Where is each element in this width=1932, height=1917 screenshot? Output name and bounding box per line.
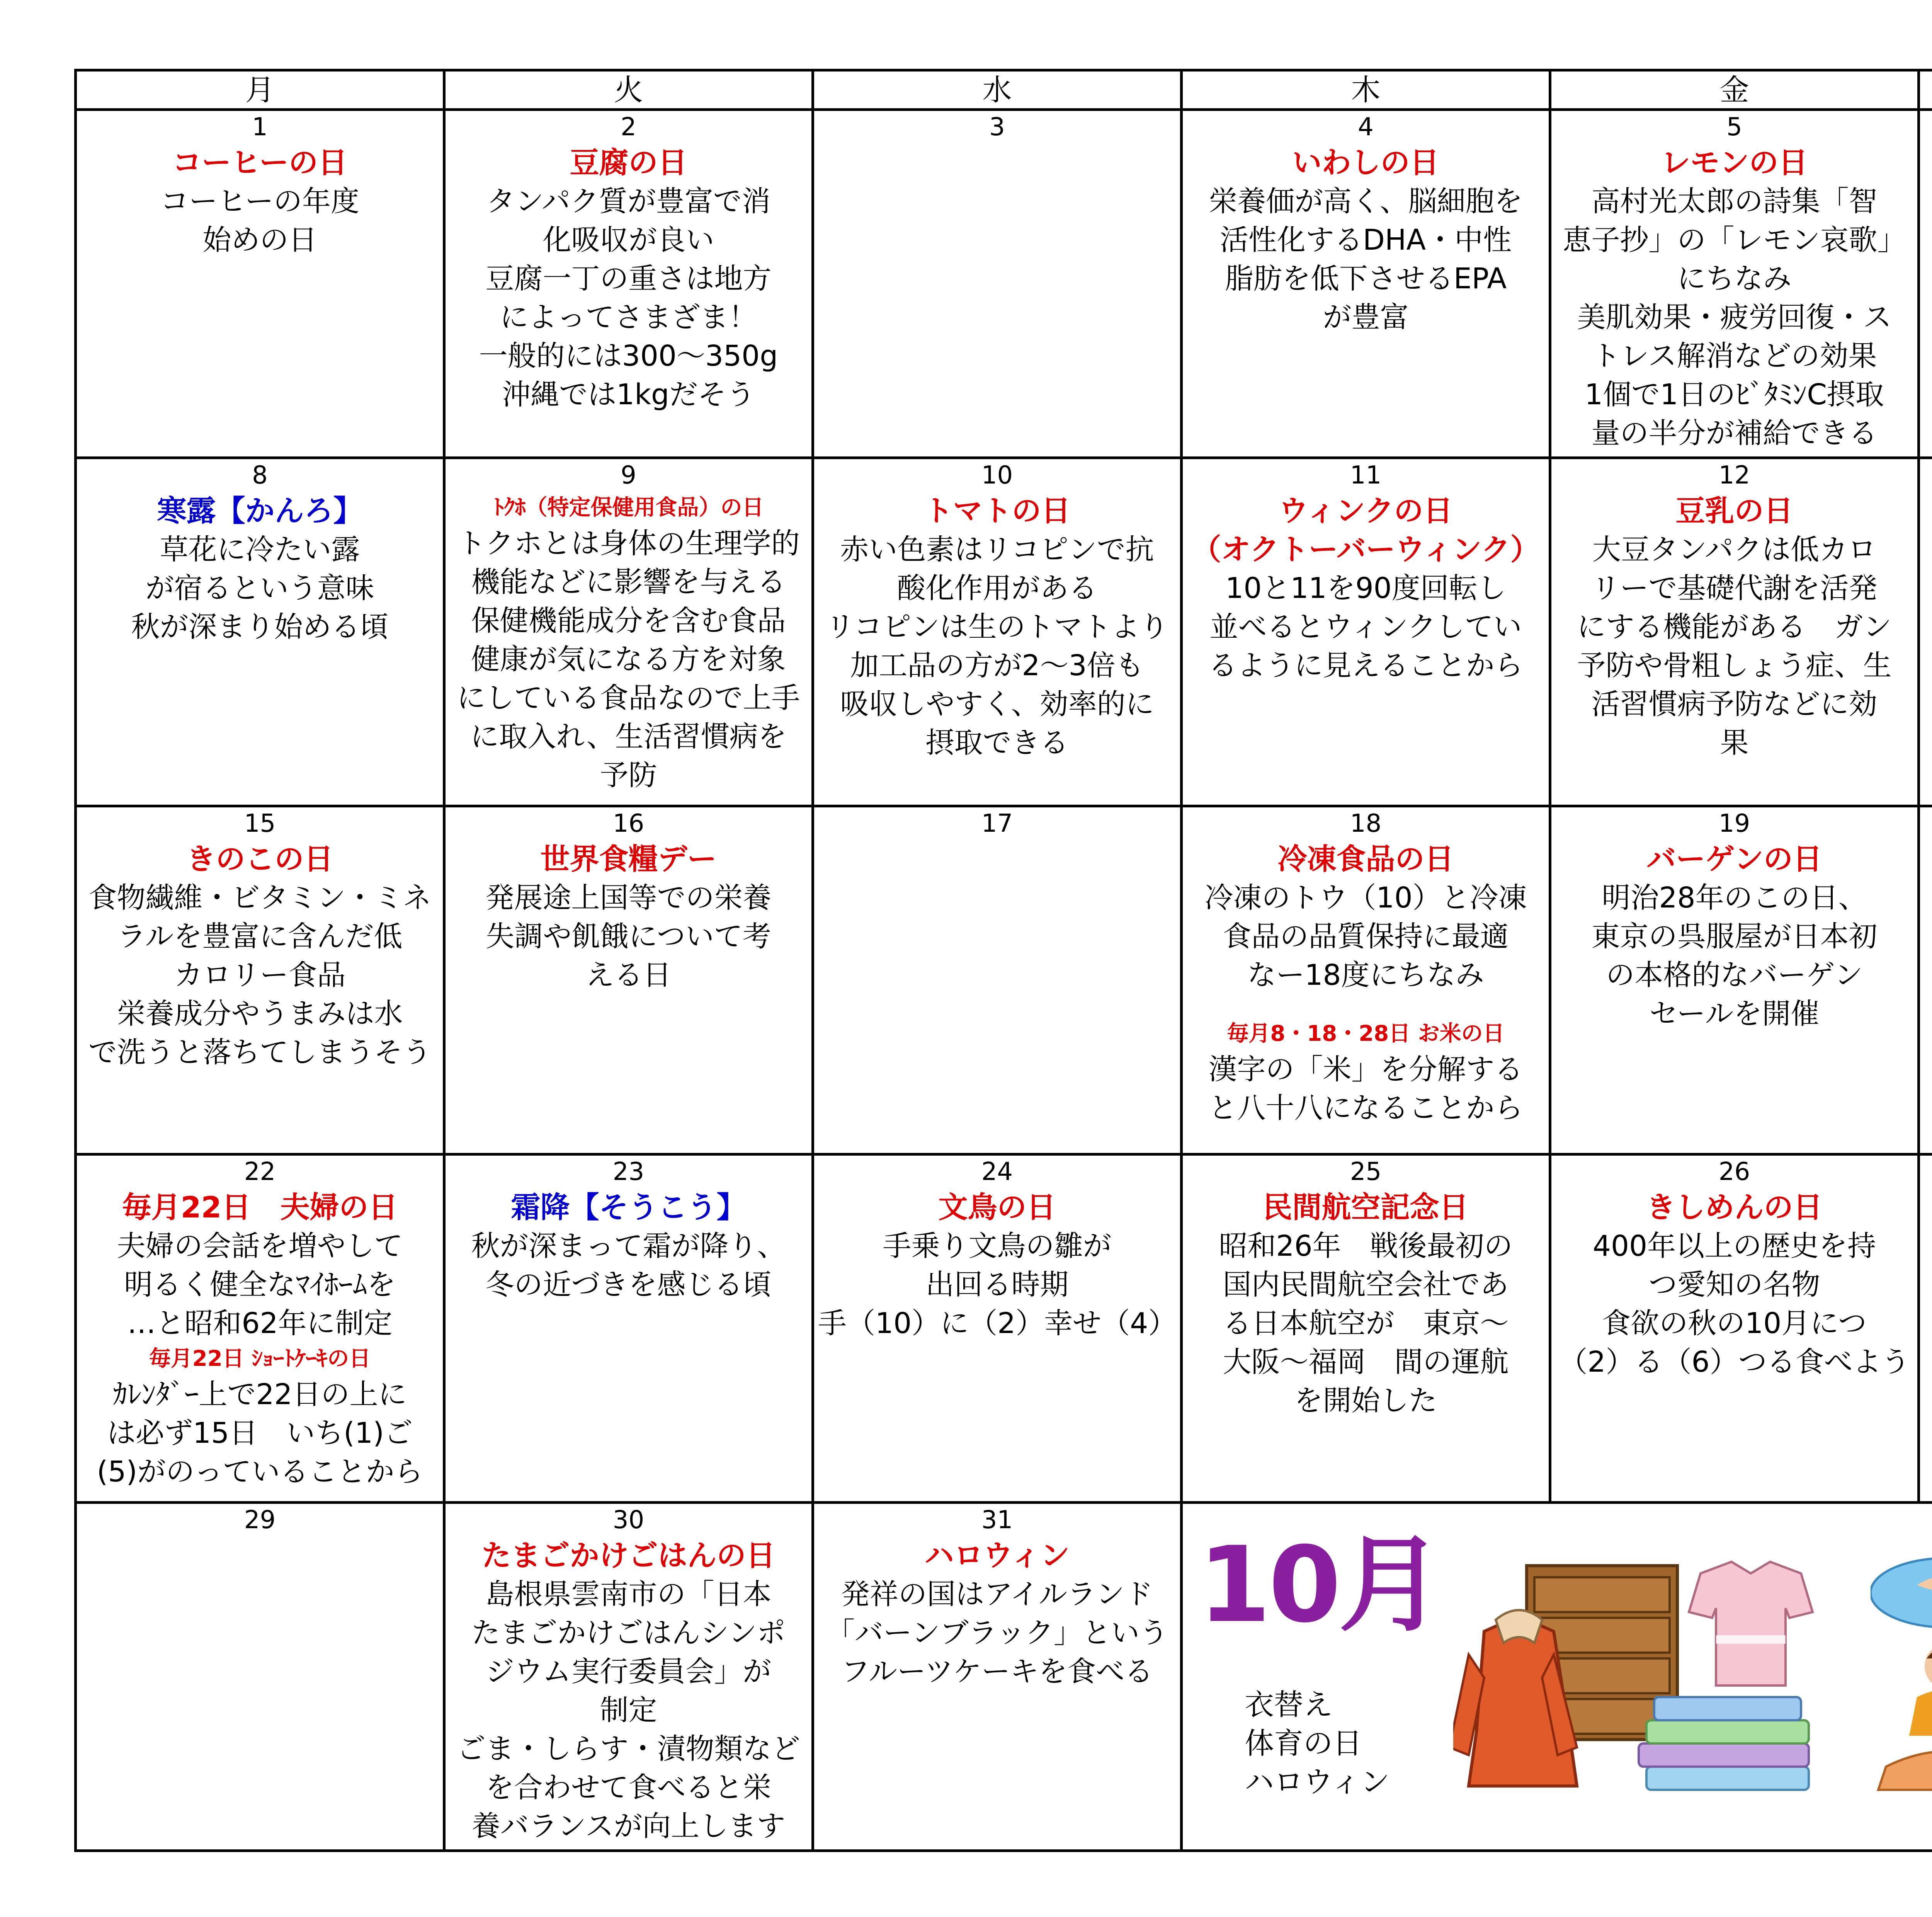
day-event [1551,143,1917,453]
event-title: 文鳥の日 [938,1190,1056,1224]
day-cell [1919,458,1932,806]
day-number: 22 [244,1158,276,1186]
day-cell [1919,1154,1932,1503]
event-title: いわしの日 [1292,145,1439,180]
event-description-line: 手乗り文鳥の雛が [883,1229,1112,1263]
event-description-line: 東京の呉服屋が日本初 [1591,920,1878,953]
event-title: ﾄｸﾎ（特定保健用食品）の日 [493,495,764,520]
event-description-line: 機能などに影響を与える [471,565,786,599]
event-description-line: 豆腐一丁の重さは地方 [485,262,772,295]
event-description-line [1924,747,1932,785]
event-description-line: るように見えることから [1208,649,1523,682]
event-description-line [1924,1343,1932,1381]
event-description-line: 明治28年のこの日、 [1602,881,1867,914]
day-event [446,1536,811,1845]
event-description-line: 果 [1720,726,1749,759]
event-description-line: 手（10）に（2）幸せ（4） [818,1307,1177,1340]
event-description-line: 冷凍のトウ（10）と冷凍 [1204,881,1527,914]
event-description-line [1924,1265,1932,1304]
day-event [77,840,443,1072]
day-cell [1182,458,1550,806]
day-event [1183,1188,1549,1420]
event-description-line: を合わせて食べると栄 [485,1771,772,1804]
event-description-line: 予防や骨粗しょう症、生 [1577,649,1892,682]
day-number: 29 [244,1506,276,1534]
day-number [1920,1156,1932,1188]
month-title: 10月 [1198,1524,1441,1646]
event-description-line: 失調や飢餓について考 [486,920,771,953]
day-number: 2 [621,113,636,141]
event-title: 豆乳の日 [1675,494,1793,528]
day-number: 11 [1350,461,1382,490]
event-description-line: 制定 [600,1694,657,1727]
event-description-line: る日本航空が 東京～ [1223,1307,1509,1340]
event-description-line: 摂取できる [925,726,1069,759]
event-description-line: によってさまざま！ [500,301,757,334]
event-title [1920,592,1932,631]
sports-illustration [1871,1519,1932,1813]
event-description-line: ラルを豊富に含んだ低 [117,920,403,953]
month-note: 衣替え [1245,1687,1333,1722]
event-description-line: 美肌効果・疲労回復・ス [1577,301,1892,334]
day-cell [76,1503,444,1851]
weekday-header: 月 [76,70,444,110]
event-title: ハロウィン [924,1538,1070,1573]
event-description-line: 秋が深まり始める頃 [131,610,389,644]
day-number: 15 [244,809,276,838]
event-description-line: 栄養価が高く、脳細胞を [1209,185,1523,218]
day-number: 16 [612,809,645,838]
event-description-line: ごま・しらす・漬物類など [457,1732,800,1765]
day-cell [813,1503,1182,1851]
event-description-line: の本格的なバーゲン [1606,958,1863,992]
month-note: 体育の日 [1245,1726,1362,1760]
event-description-line: 活習慣病予防などに効 [1591,688,1878,721]
day-event [1920,530,1932,569]
weekday-header: 金 [1550,70,1919,110]
event-description-line: 食欲の秋の10月につ [1602,1307,1867,1340]
day-cell [76,1154,444,1503]
day-event [814,1536,1180,1691]
event-description-line: 発展途上国等での栄養 [485,881,772,914]
event-description-line: 吸収しやすく、効率的に [840,688,1154,721]
event-title: きのこの日 [186,842,333,876]
day-event [1183,530,1549,685]
event-description-line: 栄養成分やうまみは水 [117,997,403,1030]
week-row [76,458,1932,806]
event-description-line [1924,708,1932,747]
day-cell [76,458,444,806]
event-description-line: 漢字の「米」を分解する [1208,1053,1523,1086]
weekday-header-row [76,70,1932,110]
event-title: 世界食糧デー [540,842,717,876]
event-description-line: が宿るという意味 [145,572,374,605]
day-event [1920,592,1932,785]
event-description-line: 夫婦の会話を増やして [117,1229,403,1263]
day-cell [813,806,1182,1154]
day-number: 17 [981,809,1013,838]
event-description-line: セールを開催 [1649,997,1820,1030]
day-number: 19 [1718,809,1750,838]
event-description-line: 発祥の国はアイルランド [841,1578,1153,1611]
day-number: 3 [989,113,1005,141]
week-row [76,1154,1932,1503]
day-cell [1182,806,1550,1154]
event-description-line: 養バランスが向上します [471,1810,786,1843]
day-number: 1 [252,113,268,141]
event-title: きしめんの日 [1646,1190,1823,1224]
event-description-line: 大阪～福岡 間の運航 [1223,1345,1509,1379]
event-description-line: 1個で1日のﾋﾞﾀﾐﾝC摂取 [1585,378,1884,411]
event-description-line: にちなみ [1677,262,1792,295]
event-description-line: 秋が深まって霜が降り、 [471,1229,786,1263]
event-description-line: と八十八になることから [1208,1091,1523,1125]
day-event [814,1188,1180,1343]
day-event [77,492,443,646]
event-description-line: 食品の品質保持に最適 [1223,920,1509,953]
day-event [1183,143,1549,337]
event-description-line: ジウム実行委員会」が [485,1655,772,1688]
day-event [77,143,443,259]
weekday-header: 木 [1182,70,1550,110]
day-cell [444,458,813,806]
event-description-line: 400年以上の歴史を持 [1592,1229,1876,1263]
spacer [1920,569,1932,592]
event-description-line: つ愛知の名物 [1648,1268,1820,1301]
day-event [1183,840,1549,994]
day-number: 24 [981,1158,1013,1186]
day-number: 9 [621,461,636,490]
event-description-line: 量の半分が補給できる [1591,417,1878,450]
day-cell [444,1503,813,1851]
day-number: 8 [252,461,268,490]
event-description-line: 大豆タンパクは低カロ [1592,533,1876,566]
day-cell [1550,458,1919,806]
event-title: 霜降【そうこう】 [511,1190,746,1224]
event-title: レモンの日 [1661,145,1808,180]
event-description-line: にしている食品なので上手 [457,681,800,715]
event-description-line: 出回る時期 [925,1268,1069,1301]
event-description-line: が豊富 [1323,301,1409,334]
event-description-line: トレス解消などの効果 [1592,339,1877,373]
day-cell [813,110,1182,458]
event-description-line: …と昭和62年に制定 [127,1307,393,1340]
day-event [1551,492,1917,762]
event-description-line: 草花に冷たい露 [160,533,360,566]
calendar-table [74,69,1932,1852]
event-description-line: で洗うと落ちてしまうそう [88,1036,432,1069]
event-description-line: タンパク質が豊富で消 [486,185,770,218]
day-cell [1182,110,1550,458]
event-description-line: リコピンは生のトマトより [826,610,1168,644]
event-description-line [1924,631,1932,669]
event-description-line: 始めの日 [202,223,317,257]
day-number: 10 [981,461,1013,490]
weekday-header: 水 [813,70,1182,110]
event-description-line: 昭和26年 戦後最初の [1219,1229,1513,1263]
event-description-line: える日 [585,958,672,992]
day-number: 18 [1350,809,1382,838]
day-number: 30 [612,1506,645,1534]
event-description-line: 国内民間航空会社であ [1223,1268,1509,1301]
event-description-line: フルーツケーキを食べる [841,1655,1153,1688]
event-description-line: 活性化するDHA・中性 [1219,223,1512,257]
event-description-line: たまごかけごはんシンポ [471,1616,786,1650]
day-event [1183,492,1549,530]
day-number [1920,807,1932,840]
event-description-line: （2）る（6）つる食べよう [1559,1345,1910,1379]
day-event [1920,1188,1932,1459]
month-panel [1182,1503,1932,1851]
event-title: 民間航空記念日 [1263,1190,1469,1224]
event-description-line: 赤い色素はリコピンで抗 [840,533,1154,566]
event-description-line: にする機能がある ガン [1577,610,1892,644]
day-cell [444,110,813,458]
event-title: 毎月22日 夫婦の日 [122,1190,398,1224]
event-description-line: は必ず15日 いち(1)ご [107,1416,413,1450]
event-title: ウィンクの日 [1279,494,1453,528]
day-number: 5 [1726,113,1742,141]
event-description-line: 予防 [600,759,657,792]
day-event [1551,1188,1917,1381]
day-event [1551,840,1917,1033]
day-cell [1550,806,1919,1154]
day-cell [1919,806,1932,1154]
week-row [76,110,1932,458]
day-event [1183,1018,1549,1127]
event-description-line: 冬の近づきを感じる頃 [485,1268,772,1301]
day-number: 12 [1718,461,1750,490]
day-event [1920,492,1932,530]
day-event [446,1188,811,1304]
event-description-line: 10と11を90度回転し [1225,572,1506,605]
day-number: 26 [1718,1158,1750,1186]
day-cell [76,806,444,1154]
event-title: 豆腐の日 [570,145,687,180]
day-number [1920,459,1932,492]
event-description-line: 一般的には300～350g [479,339,778,373]
event-title [1920,492,1932,530]
event-title [1924,530,1932,569]
day-cell [1919,110,1932,458]
day-number: 4 [1358,113,1374,141]
event-description-line: 島根県雲南市の「日本 [485,1578,772,1611]
event-description-line: カロリー食品 [174,958,346,992]
event-description-line: を開始した [1294,1384,1437,1417]
event-description-line: 高村光太郎の詩集「智 [1591,185,1878,218]
event-description-line: 加工品の方が2～3倍も [850,649,1144,682]
day-cell [444,806,813,1154]
event-description-line: リーで基礎代謝を活発 [1591,572,1878,605]
day-cell [813,458,1182,806]
day-cell [1550,110,1919,458]
weekday-header [1919,70,1932,110]
event-title: バーゲンの日 [1646,842,1822,876]
day-event [814,492,1180,762]
event-description-line [1924,669,1932,708]
day-event [77,1343,443,1491]
event-description-line: トクホとは身体の生理学的 [457,527,800,560]
day-event [446,840,811,994]
day-event [77,1188,443,1343]
week-row [76,1503,1932,1851]
day-cell [813,1154,1182,1503]
day-number: 31 [981,1506,1013,1534]
event-description-line: なー18度にちなみ [1247,958,1484,992]
week-row [76,806,1932,1154]
event-description-line: 「バーンブラック」という [826,1616,1168,1650]
event-description-line: 保健機能成分を含む食品 [471,604,786,637]
event-title: たまごかけごはんの日 [481,1538,776,1573]
spacer [1183,994,1549,1018]
day-event [446,492,811,795]
event-description-line: 酸化作用がある [897,572,1097,605]
month-note: ハロウィン [1245,1765,1390,1799]
day-number: 23 [612,1158,645,1186]
event-title: 毎月22日 ｼｮｰﾄｹｰｷの日 [149,1346,371,1371]
event-description-line [1924,1227,1932,1265]
event-title: コーヒーの日 [172,145,347,180]
event-description-line: 沖縄では1kgだそう [502,378,755,411]
event-description-line: 健康が気になる方を対象 [471,643,786,676]
day-cell [1182,1154,1550,1503]
event-description-line: 明るく健全なﾏｲﾎｰﾑを [124,1268,396,1301]
event-description-line: 恵子抄」の「レモン哀歌」 [1563,223,1906,257]
event-description-line [1924,1381,1932,1420]
event-title: （オクトーバーウィンク） [1192,532,1540,567]
event-description-line: 脂肪を低下させるEPA [1225,262,1507,295]
event-description-line: に取入れ、生活習慣病を [470,720,787,753]
day-event [446,143,811,414]
event-description-line [1924,1304,1932,1343]
day-cell [76,110,444,458]
day-cell [444,1154,813,1503]
event-title: 寒露【かんろ】 [157,494,363,528]
event-description-line: (5)がのっていることから [97,1455,423,1488]
month-notes [1245,1685,1389,1801]
weekday-header: 火 [444,70,813,110]
event-description-line: 並べるとウィンクしてい [1209,610,1522,644]
event-description-line [1924,1420,1932,1459]
event-title: トマトの日 [923,494,1071,528]
event-description-line: 食物繊維・ビタミン・ミネ [88,881,432,914]
clothes-illustration [1453,1531,1840,1825]
event-description-line: 化吸収が良い [543,223,714,257]
event-title [1920,1188,1932,1227]
event-description-line: コーヒーの年度 [160,185,360,218]
event-description-line: ｶﾚﾝﾀﾞｰ上で22日の上に [113,1378,407,1411]
day-cell [1550,1154,1919,1503]
event-title: 毎月8・18・28日 お米の日 [1227,1021,1505,1046]
day-number: 25 [1350,1158,1382,1186]
event-title: 冷凍食品の日 [1277,842,1454,876]
day-number [1920,111,1932,143]
